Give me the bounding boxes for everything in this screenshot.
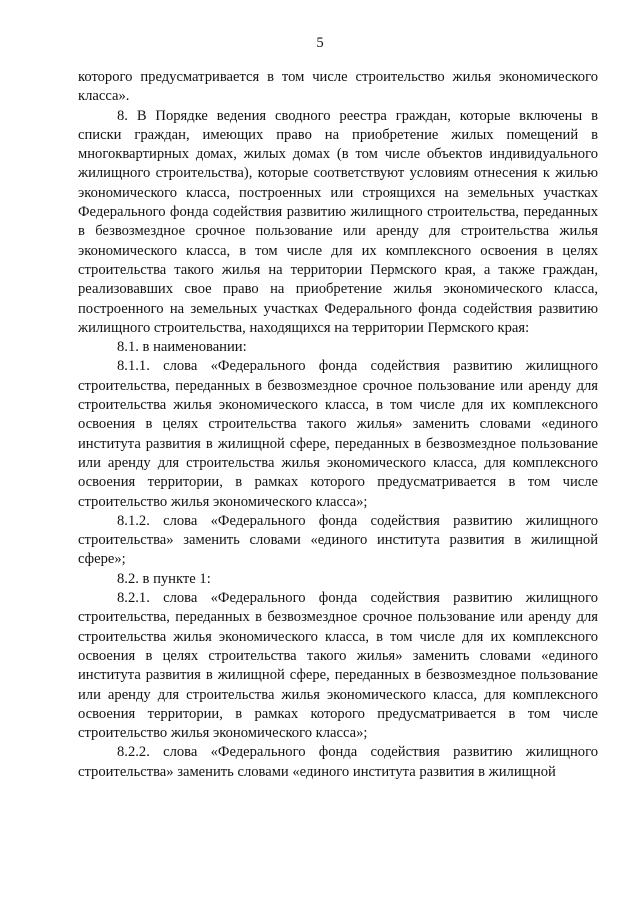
paragraph-item-8-2: 8.2. в пункте 1:: [117, 570, 211, 587]
paragraph-continuation: которого предусматривается в том числе строительство жилья экономического класса».: [78, 69, 598, 105]
paragraph-item-8-1: 8.1. в наименовании:: [117, 339, 247, 356]
page-number: 5: [316, 35, 324, 51]
paragraph-item-8-1-1: 8.1.1. слова «Федерального фонда содействия развитию жилищного строительства, переданных в безвозмездное срочное пользование или аренду для строительства жилья экономического класса, в том числе для их комплексного освоения в целях строительства такого жилья» заменить словами «единого института развития в жилищной сфере, переданных в безвозмездное пользование или аренду для строительства жилья экономического класса, для комплексного освоения территории, в рамках которого предусматривается в том числе строительство жилья экономического класса»;: [78, 358, 598, 510]
document-body: [78, 68, 598, 782]
paragraph-item-8: 8. В Порядке ведения сводного реестра граждан, которые включены в списки граждан, имеющих право на приобретение жилых помещений в многоквартирных домах, жилых домах (в том числе объектов индивидуального жилищного строительства), которые соответствуют условиям отнесения к жилью экономического класса, построенных или строящихся на земельных участках Федерального фонда содействия развитию жилищного строительства, переданных в безвозмездное срочное пользование или аренду для строительства жилья экономического класса, в том числе для их комплексного освоения в целях строительства такого жилья на территории Пермского края, а также граждан, реализовавших свое право на приобретение жилья экономического класса, построенного на земельных участках Федерального фонда содействия развитию жилищного строительства, находящихся на территории Пермского края:: [78, 107, 598, 336]
paragraph-item-8-1-2: 8.1.2. слова «Федерального фонда содействия развитию жилищного строительства» заменить словами «единого института развития в жилищной сфере»;: [78, 512, 598, 568]
paragraph-item-8-2-2: 8.2.2. слова «Федерального фонда содействия развитию жилищного строительства» заменить словами «единого института развития в жилищной: [78, 744, 598, 780]
paragraph-item-8-2-1: 8.2.1. слова «Федерального фонда содействия развитию жилищного строительства, переданных в безвозмездное срочное пользование или аренду для строительства жилья экономического класса, в том числе для их комплексного освоения в целях строительства такого жилья» заменить словами «единого института развития в жилищной сфере, переданных в безвозмездное пользование или аренду для строительства жилья экономического класса, для комплексного освоения территории, в рамках которого предусматривается в том числе строительство жилья экономического класса»;: [78, 590, 598, 742]
